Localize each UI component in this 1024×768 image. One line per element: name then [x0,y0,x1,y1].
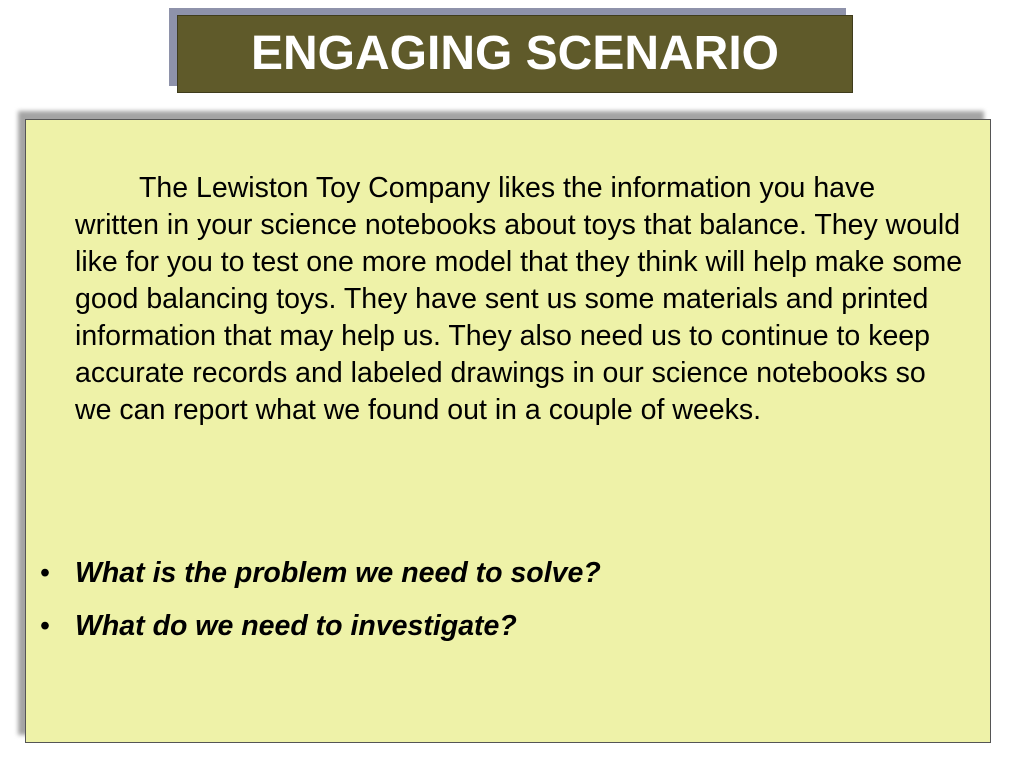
scenario-paragraph: The Lewiston Toy Company likes the information you have written in your science notebooks about toys that balance. They would like for you to test one more model that they think will help make some good balancing toys. They have sent us some materials and printed information that may help us. They also need us to continue to keep accurate records and labeled drawings in our science notebooks so we can report what we found out in a couple of weeks. [75,172,963,426]
question-text: What is the problem we need to solve? [75,557,601,589]
bullet-marker: • [40,557,50,589]
slide-title: ENGAGING SCENARIO [250,27,780,80]
title-banner [177,15,853,93]
content-panel [25,119,991,743]
question-item [40,555,940,592]
question-text: What do we need to investigate? [75,610,517,642]
bullet-marker: • [40,610,50,642]
question-item [40,608,940,645]
